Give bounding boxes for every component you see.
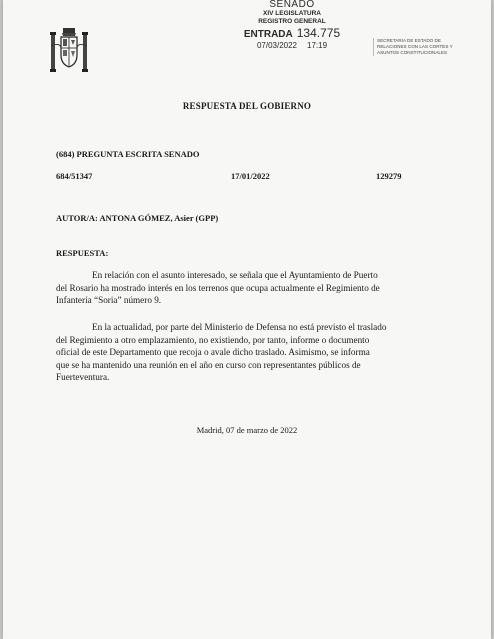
paragraph-line: En relación con el asunto interesado, se señala que el Ayuntamiento de Puerto bbox=[92, 270, 378, 280]
stamp-entry-label: ENTRADA bbox=[243, 29, 293, 40]
stamp-chamber: SENADO bbox=[269, 0, 315, 10]
paragraph-line: del Rosario ha mostrado interés en los terrenos que ocupa actualmente el Regimiento de bbox=[56, 282, 380, 293]
secretaria-line: RELACIONES CON LAS CORTES Y bbox=[377, 44, 453, 49]
document-heading: RESPUESTA DEL GOBIERNO bbox=[182, 101, 312, 111]
stamp-date: 07/03/2022 bbox=[256, 41, 297, 50]
secretaria-label bbox=[373, 38, 465, 56]
question-ref: 684/51347 bbox=[56, 171, 93, 181]
stamp-registry: REGISTRO GENERAL bbox=[258, 18, 326, 25]
signoff-date: Madrid, 07 de marzo de 2022 bbox=[196, 425, 298, 435]
registry-stamp bbox=[217, 0, 367, 51]
paragraph-line: del Regimiento a otro emplazamiento, no existiendo, por tanto, informe o documento bbox=[56, 334, 370, 345]
question-number: 129279 bbox=[376, 171, 402, 181]
answer-label: RESPUESTA: bbox=[56, 248, 109, 258]
stamp-time: 17:19 bbox=[307, 41, 328, 50]
stamp-datetime bbox=[217, 41, 367, 51]
question-title: (684) PREGUNTA ESCRITA SENADO bbox=[56, 149, 200, 159]
secretaria-line: ASUNTOS CONSTITUCIONALES bbox=[377, 50, 448, 55]
stamp-entry bbox=[217, 27, 367, 41]
question-date: 17/01/2022 bbox=[231, 171, 270, 181]
stamp-legislature: XIV LEGISLATURA bbox=[262, 10, 322, 17]
paragraph-line: oficial de este Departamento que recoja o avale dicho traslado. Asimismo, se informa bbox=[56, 347, 370, 357]
document-page bbox=[3, 0, 491, 639]
author-line: AUTOR/A: ANTONA GÓMEZ, Asier (GPP) bbox=[56, 213, 219, 223]
coat-of-arms-icon bbox=[47, 26, 91, 76]
paragraph-line: Infantería “Soria” número 9. bbox=[56, 295, 162, 305]
stamp-entry-number: 134.775 bbox=[296, 26, 341, 40]
secretaria-line: SECRETARIA DE ESTADO DE bbox=[377, 38, 441, 43]
paragraph-line: que se ha mantenido una reunión en el año en curso con representantes públicos de bbox=[56, 359, 361, 370]
answer-paragraph-1 bbox=[56, 269, 455, 307]
paragraph-line: En la actualidad, por parte del Ministerio de Defensa no está previsto el traslado bbox=[92, 322, 387, 332]
paragraph-line: Fuerteventura. bbox=[56, 372, 110, 382]
answer-paragraph-2 bbox=[56, 321, 455, 384]
